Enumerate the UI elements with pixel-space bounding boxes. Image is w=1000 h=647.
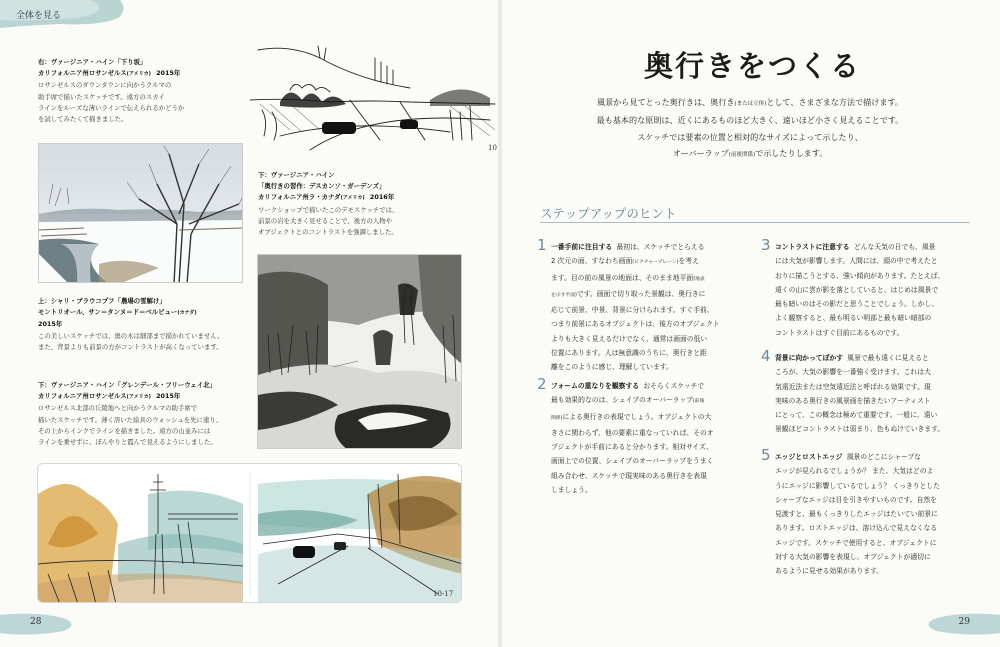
tip-number: 1 xyxy=(537,236,547,254)
painting-glendale-freeway xyxy=(37,463,462,603)
sketch-descanso-gardens xyxy=(257,254,462,449)
tip-number: 3 xyxy=(761,236,771,254)
sketch-downhill xyxy=(250,40,500,158)
caption-location: カリフォルニア州ロサンゼルス(アメリカ) 2015年 xyxy=(38,69,181,78)
tip-number: 4 xyxy=(761,347,771,365)
caption-downhill: 右：ヴァージニア・ハイン「下り坂」 カリフォルニア州ロサンゼルス(アメリカ) 2015年 ロサンゼルスのダウンタウンに向かうクルマの 助手席で描いたスケッチです。遠方のスカイ ラインをルーズな薄いラインで伝えられるかどうか を試してみたくて描きました。 xyxy=(38,57,248,125)
tip-5: 5 エッジとロストエッジ 風景のどこにシャープな エッジが見られるでしょうか？ また、大気はどのよ うにエッジに影響しているでしょう？ くっきりとした シャープなエッジは目を引きやすいものです。自然を 見渡すと、最もくっきりしたエッジはたいてい前景に あります。ロストエッジは、溶け込んで見えなくなる エッジです。スケッチで使用すると、オブジェクトに 対する大気の影響を表現し、オブジェクトが適切に あるように見せる効果があります。 xyxy=(761,446,940,576)
section-heading: ステップアップのヒント xyxy=(540,206,677,221)
caption-descanso: 下：ヴァージニア・ハイン 「奥行きの習作：デスカンソ・ガーデンズ」 カリフォルニア州ラ・カナダ(アメリカ) 2016年 ワークショップで描いたこのデモスケッチでは、 前景の岩を大きく見せることで、後方の人物や オブジェクトとのコントラストを強調しました。 xyxy=(258,171,399,237)
tip-2: 2 フォームの重なりを観察する おそらくスケッチで 最も効果的なのは、シェイプのオーバーラップ(前後 関係)による奥行きの表現でしょう。オブジェクトの大 きさに関わらず、他の要素に重なっていれば、そのオ ブジェクトが手前にあると分かります。相対サイズ、 画面上での位置、シェイプのオーバーラップをうまく 組み合わせ、スケッチで現実味のある奥行きを表現 しましょう。 xyxy=(537,375,714,495)
sketch-mark-10-17: 10-17 xyxy=(433,590,454,598)
chapter-label: 全体を見る xyxy=(16,11,62,21)
tip-4: 4 背景に向かってぼかす 風景で最も遠くに見えると ころが、大気の影響を一番強く受けます。これは大 気遠近法または空気遠近法と呼ばれる効果です。現 実味のある奥行きの風景画を描きたいアーティスト にとって、この概念は極めて重要です。一般に、遠い 景観ほどコントラストは弱まり、色もぬけていきます。 xyxy=(761,347,945,434)
section-divider xyxy=(540,222,970,223)
caption-farm-thaw: 上：シャリ・ブラウコプフ「農場の雪解け」 モントリオール、サン＝タンヌ＝ド＝ベルビュー(カナダ) 2015年 この美しいスケッチでは、奥の木は細部まで描かれていません。 また、背景よりも前景の方がコントラストが高くなっています。 xyxy=(38,297,224,351)
painting-farm-thaw xyxy=(38,143,243,283)
tip-3: 3 コントラストに注意する どんな天気の日でも、風景 には大気が影響します。人間には、頭の中で考えたと おりに描こうとする、強い傾向があります。たとえば、 遠くの山に雲が影を落としていると、はじめは風景で 最も暗いのはその影だと思うことでしょう。しかし、 よく観察すると、最も明るい明部と最も暗い暗部の コントラストはすぐ目前にあるものです。 xyxy=(761,236,945,337)
page-number-right: 29 xyxy=(958,617,970,627)
page-number-left: 28 xyxy=(30,617,42,627)
caption-glendale: 下：ヴァージニア・ハイン「グレンデール・フリーウェイ北」 カリフォルニア州ロサンゼルス(アメリカ) 2015年 ロサンゼルス北部の丘陵地へと向かうクルマの助手席で 描いたスケッチです。薄く溶いた絵具のウォッシュを先に塗り、 その上からインクでラインを描きました。遠方の山並みには ラインを乗せずに、ぼんやりと霞んで見えるようにしました。 xyxy=(38,381,223,447)
chapter-tab xyxy=(0,0,130,30)
intro-paragraph: 風景から見てとった奥行きは、奥行き(または立体)として、さまざまな方法で描けます。 最も基本的な原則は、近くにあるものほど大きく、遠いほど小さく見えることです。 スケッチでは要素の位置と相対的なサイズによって示したり、 オーバーラップ(前後関係)で示したりします。 xyxy=(596,97,904,159)
tip-number: 2 xyxy=(537,375,547,393)
sketch-mark-10: 10 xyxy=(488,144,497,152)
caption-title: 右：ヴァージニア・ハイン「下り坂」 xyxy=(38,58,147,66)
tip-number: 5 xyxy=(761,446,771,464)
tip-1: 1 一番手前に注目する 最初は、スケッチでとらえる 2 次元の面、すなわち画面(ピクチャープレーン)を考え ます。目の前の風景の地面は、そのまま地平面(地表 を示す平面)です。画面で切り取った景観は、奥行きに 応じて前景、中景、背景に分けられます。すぐ手前、 つまり前景にあるオブジェクトは、後方のオブジェクト よりも大きく見えるだけでなく、通常は画面の低い 位置にあります。人は無意識のうちに、奥行きと距 離をこのように感じ、理解しています。 xyxy=(537,236,720,372)
page-title: 奥行きをつくる xyxy=(644,49,862,83)
